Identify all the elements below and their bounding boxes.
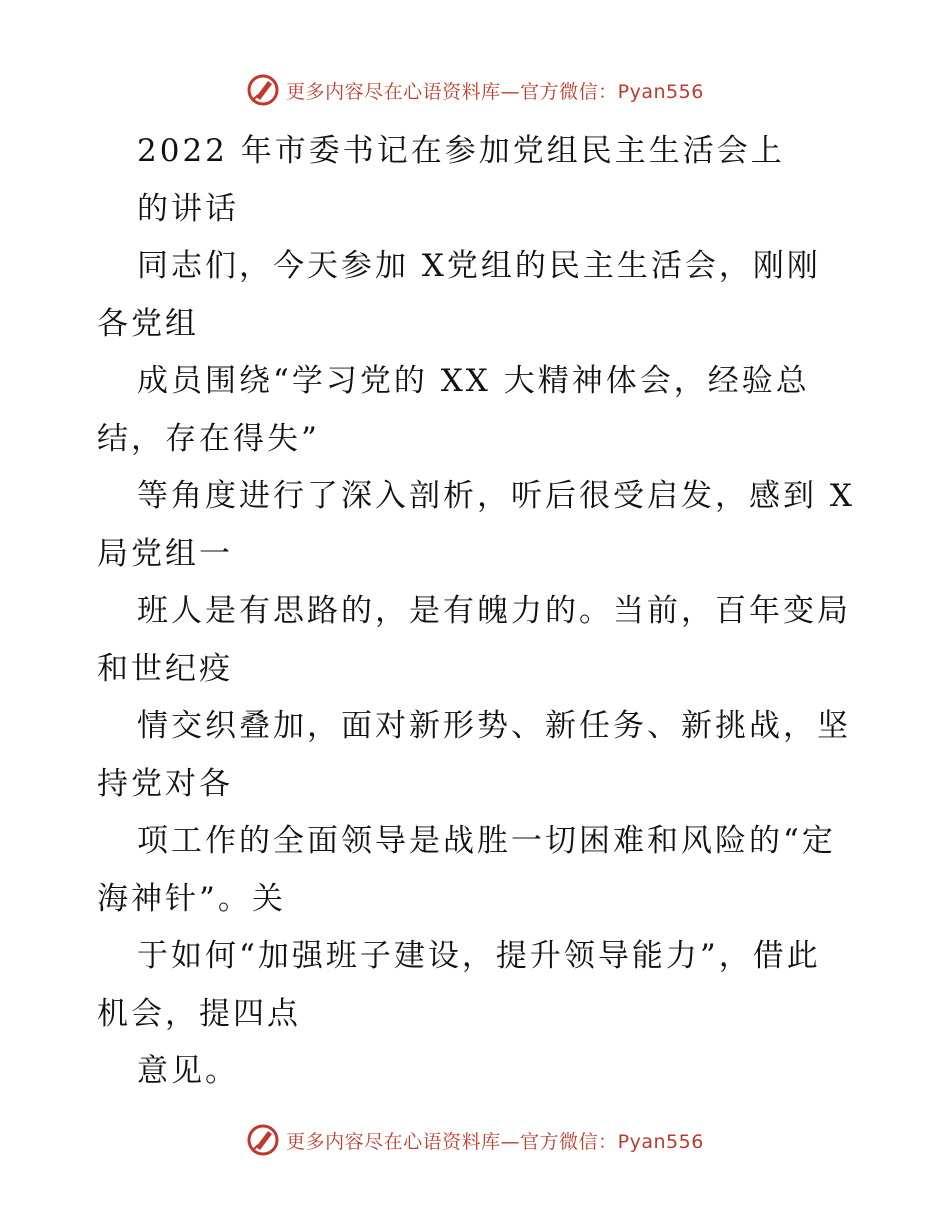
document-body [97,123,867,1101]
logo-icon [246,73,280,107]
text-line: 2022 年市委书记在参加党组民主生活会上 [137,133,785,169]
watermark-text: 更多内容尽在心语资料库—官方微信：Pyan556 [286,1130,704,1153]
text-line: 项工作的全面领导是战胜一切困难和风险的“定 [137,823,836,859]
watermark-text: 更多内容尽在心语资料库—官方微信：Pyan556 [286,80,704,103]
logo-icon [246,1123,280,1157]
text-line: 机会，提四点 [97,995,301,1032]
text-line: 持党对各 [97,765,233,802]
text-line: 于如何“加强班子建设，提升领导能力”，借此 [137,938,821,974]
text-line: 意见。 [137,1053,239,1089]
text-line: 海神针”。关 [97,880,286,917]
text-line: 等角度进行了深入剖析，听后很受启发，感到 X [137,478,855,514]
text-line: 班人是有思路的，是有魄力的。当前，百年变局 [137,593,851,629]
text-line: 情交织叠加，面对新形势、新任务、新挑战，坚 [137,708,851,744]
text-line: 同志们，今天参加 X党组的民主生活会，刚刚 [137,248,821,284]
text-line: 各党组 [97,305,199,342]
text-line: 局党组一 [97,535,233,572]
header-watermark [0,70,950,110]
text-line: 成员围绕“学习党的 XX 大精神体会，经验总 [137,363,810,399]
footer-watermark [0,1120,950,1160]
text-line: 结，存在得失” [97,420,320,457]
text-line: 和世纪疫 [97,650,233,687]
text-line: 的讲话 [137,190,239,227]
